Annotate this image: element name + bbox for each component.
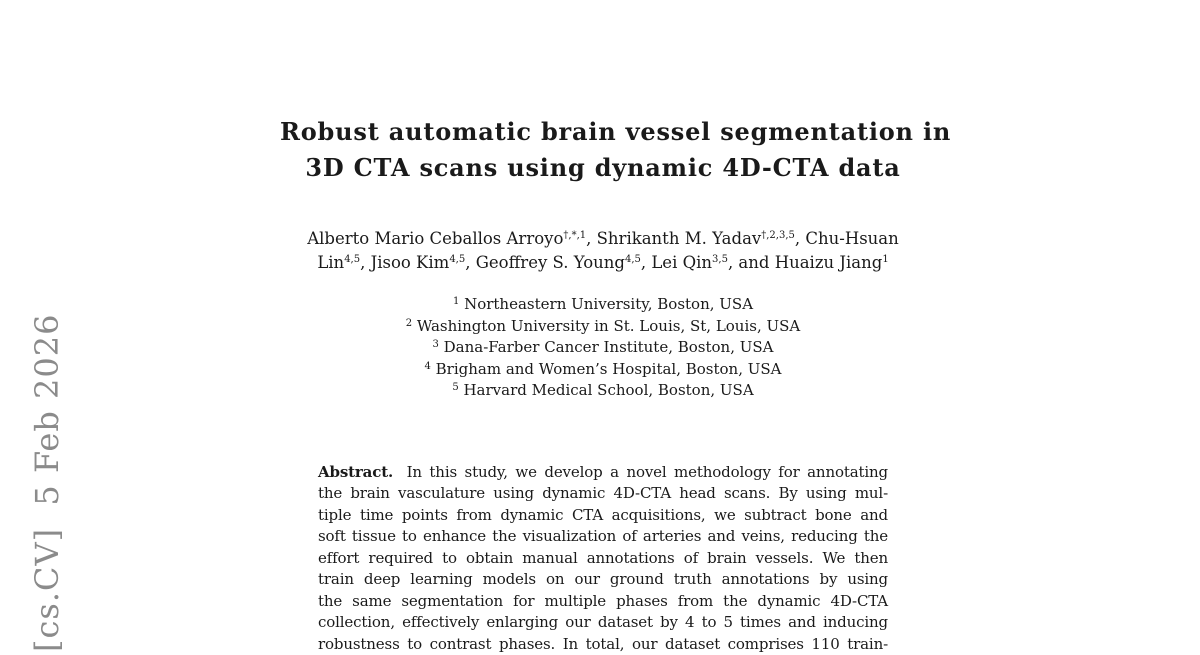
author-name-text: , Lei Qin [640, 253, 713, 272]
author-superscript: 4,5 [449, 254, 466, 265]
author-list [280, 227, 926, 275]
affiliation-item: $^1$ Northeastern University, Boston, USA [452, 295, 754, 313]
author-name-text: , Jisoo Kim [360, 253, 450, 272]
affiliation-marker: 4 [424, 360, 431, 372]
title-line: Robust automatic brain vessel segmentation in [280, 117, 952, 146]
affiliation-marker: 1 [452, 296, 460, 307]
abstract-line: train deep learning models on our ground truth annotations by using [318, 570, 888, 589]
author-name-text: Alberto Mario Ceballos Arroyo [307, 229, 564, 248]
abstract-line: robustness to contrast phases. In total, our dataset comprises 110 train- [318, 634, 888, 653]
arxiv-watermark: [cs.CV] 5 Feb 2026 [28, 313, 66, 652]
title-line: 3D CTA scans using dynamic 4D-CTA data [305, 153, 901, 182]
affiliation-item: $^5$ Harvard Medical School, Boston, USA [452, 381, 754, 400]
author-name-text: , and Huaizu Jiang [727, 253, 883, 272]
author-superscript: †,2,3,5 [761, 230, 795, 241]
abstract-line: the brain vasculature using dynamic 4D-CTA head scans. By using mul- [318, 484, 888, 503]
affiliation-item: $^2$ Washington University in St. Louis, St, Louis, USA [405, 316, 801, 335]
affiliation-item: $^4$ Brigham and Women’s Hospital, Boston, USA [424, 359, 782, 378]
author-superscript: †,*,1 [563, 230, 587, 241]
author-name-text: , Chu-Hsuan [794, 229, 899, 248]
affiliation-marker: 5 [452, 382, 459, 394]
affiliation-list [280, 294, 926, 402]
abstract-line: collection, effectively enlarging our dataset by 4 to 5 times and inducing [318, 613, 888, 632]
author-line [280, 251, 926, 275]
abstract-label: Abstract. [318, 463, 394, 481]
abstract [318, 462, 888, 655]
abstract-line: the same segmentation for multiple phases from the dynamic 4D-CTA [318, 591, 888, 610]
abstract-line: Abstract. In this study, we develop a novel methodology for annotating [318, 463, 888, 481]
author-superscript: 1 [882, 254, 889, 265]
author-name-text: , Geoffrey S. Young [465, 253, 625, 272]
paper-title [280, 114, 952, 186]
abstract-line: tiple time points from dynamic CTA acquisitions, we subtract bone and [318, 505, 888, 524]
author-name-text: , Shrikanth M. Yadav [586, 229, 762, 248]
abstract-line: effort required to obtain manual annotations of brain vessels. We then [318, 548, 888, 567]
author-name-text: Lin [317, 253, 345, 272]
author-superscript: 3,5 [712, 254, 728, 265]
affiliation-marker: 2 [405, 317, 413, 329]
author-line [280, 227, 926, 251]
author-superscript: 4,5 [624, 254, 641, 265]
abstract-line: soft tissue to enhance the visualization of arteries and veins, reducing the [318, 527, 888, 546]
affiliation-item: $^3$ Dana-Farber Cancer Institute, Boston, USA [432, 338, 774, 357]
affiliation-marker: 3 [432, 339, 439, 351]
author-superscript: 4,5 [344, 254, 361, 265]
